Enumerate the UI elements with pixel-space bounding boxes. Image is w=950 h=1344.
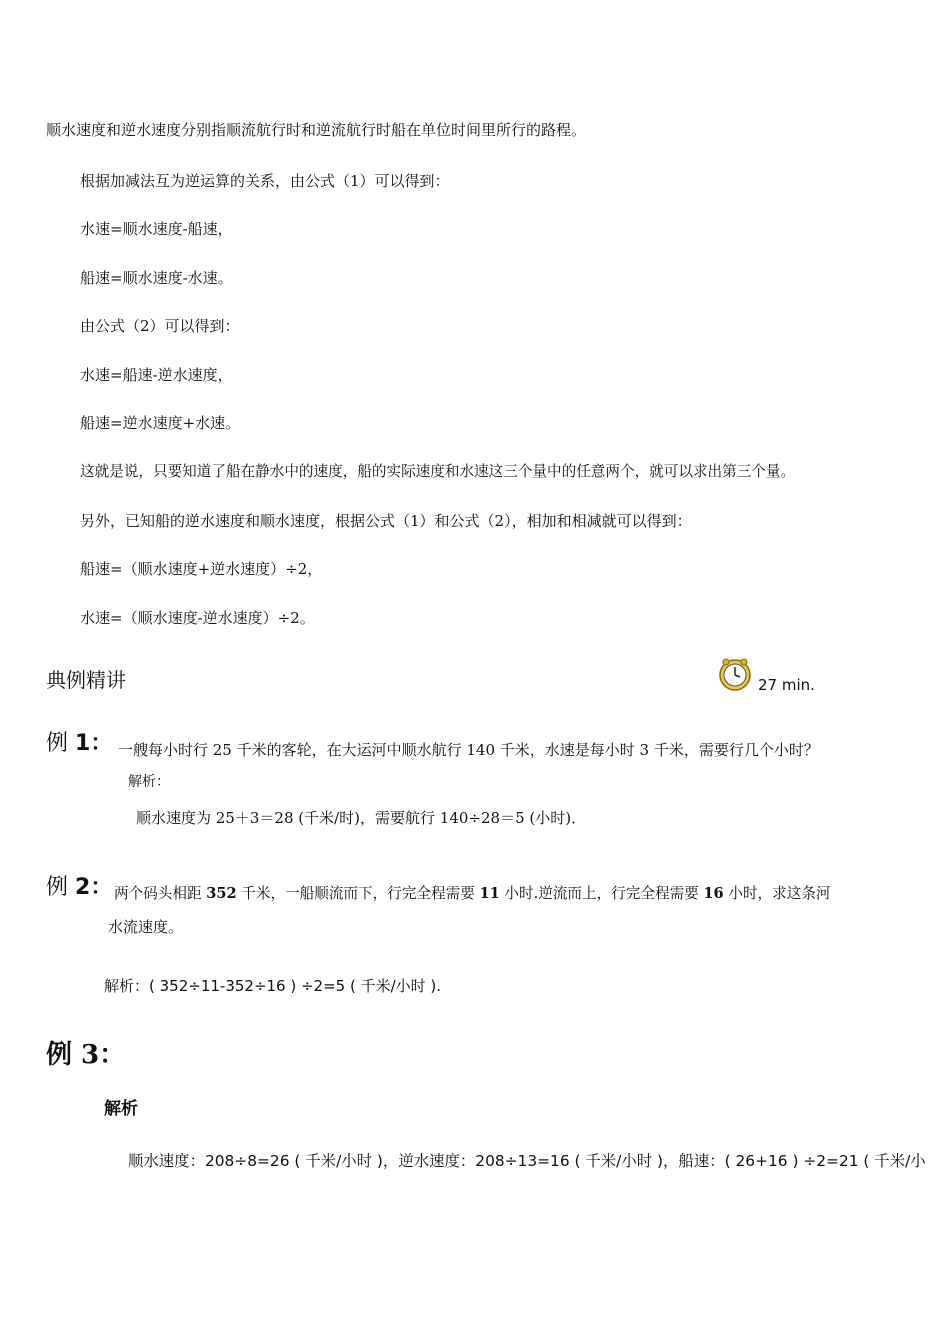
example-1-number: 1： [75,731,113,756]
intro-line-7: 船速=逆水速度+水速。 [80,414,241,432]
example-3-analysis-label: 解析 [104,1099,138,1119]
example-2-number: 2： [75,875,113,900]
example-3-label: 例 3： [46,1040,126,1070]
example-1-question: 一艘每小时行 25 千米的客轮，在大运河中顺水航行 140 千米，水速是每小时 3 千米，需要行几个小时？ [118,741,819,759]
example-2-q-num3: 16 [703,885,724,902]
example-2-question-line2: 水流速度。 [108,918,184,936]
example-2-q-num2: 11 [479,885,500,902]
alarm-clock-icon [718,657,752,691]
section-title: 典例精讲 [46,668,126,692]
intro-line-5: 由公式（2）可以得到： [80,317,240,335]
example-1-label [46,726,112,757]
intro-line-6: 水速=船速-逆水速度， [80,366,233,384]
example-2-prefix: 例 [46,875,69,900]
intro-line-1: 顺水速度和逆水速度分别指顺流航行时和逆流航行时船在单位时间里所行的路程。 [46,121,587,139]
example-3-solution: 顺水速度：208÷8=26 ( 千米/小时 )，逆水速度：208÷13=16 ( 千米/小时 )，船速：( 26+16 ) ÷2=21 ( 千米/小 [128,1152,926,1170]
example-2-q-part4: 小时，求这条河 [723,885,831,902]
example-2-q-part2: 千米，一船顺流而下，行完全程需要 [236,885,480,902]
timer-text: 27 min. [758,676,815,694]
intro-line-10: 船速=（顺水速度+逆水速度）÷2， [80,560,323,578]
example-2-q-num1: 352 [206,885,237,902]
example-1-analysis-label: 解析： [128,774,170,790]
intro-line-11: 水速=（顺水速度-逆水速度）÷2。 [80,609,315,627]
intro-line-3: 水速=顺水速度-船速， [80,220,233,238]
intro-line-8: 这就是说，只要知道了船在静水中的速度，船的实际速度和水速这三个量中的任意两个，就可以求出第三个量。 [80,463,796,480]
example-2-label [46,870,112,901]
intro-line-9: 另外，已知船的逆水速度和顺水速度，根据公式（1）和公式（2），相加和相减就可以得到： [80,512,692,530]
example-2-question [114,884,831,904]
intro-line-4: 船速=顺水速度-水速。 [80,269,233,287]
example-2-analysis: 解析：( 352÷11-352÷16 ) ÷2=5 ( 千米/小时 ). [104,977,442,995]
example-1-prefix: 例 [46,731,69,756]
example-1-solution: 顺水速度为 25＋3＝28 (千米/时)，需要航行 140÷28＝5 (小时)． [136,809,587,827]
example-2-q-part3: 小时.逆流而上，行完全程需要 [499,885,704,902]
example-2-q-part1: 两个码头相距 [114,885,207,902]
intro-line-2: 根据加减法互为逆运算的关系，由公式（1）可以得到： [80,172,450,190]
